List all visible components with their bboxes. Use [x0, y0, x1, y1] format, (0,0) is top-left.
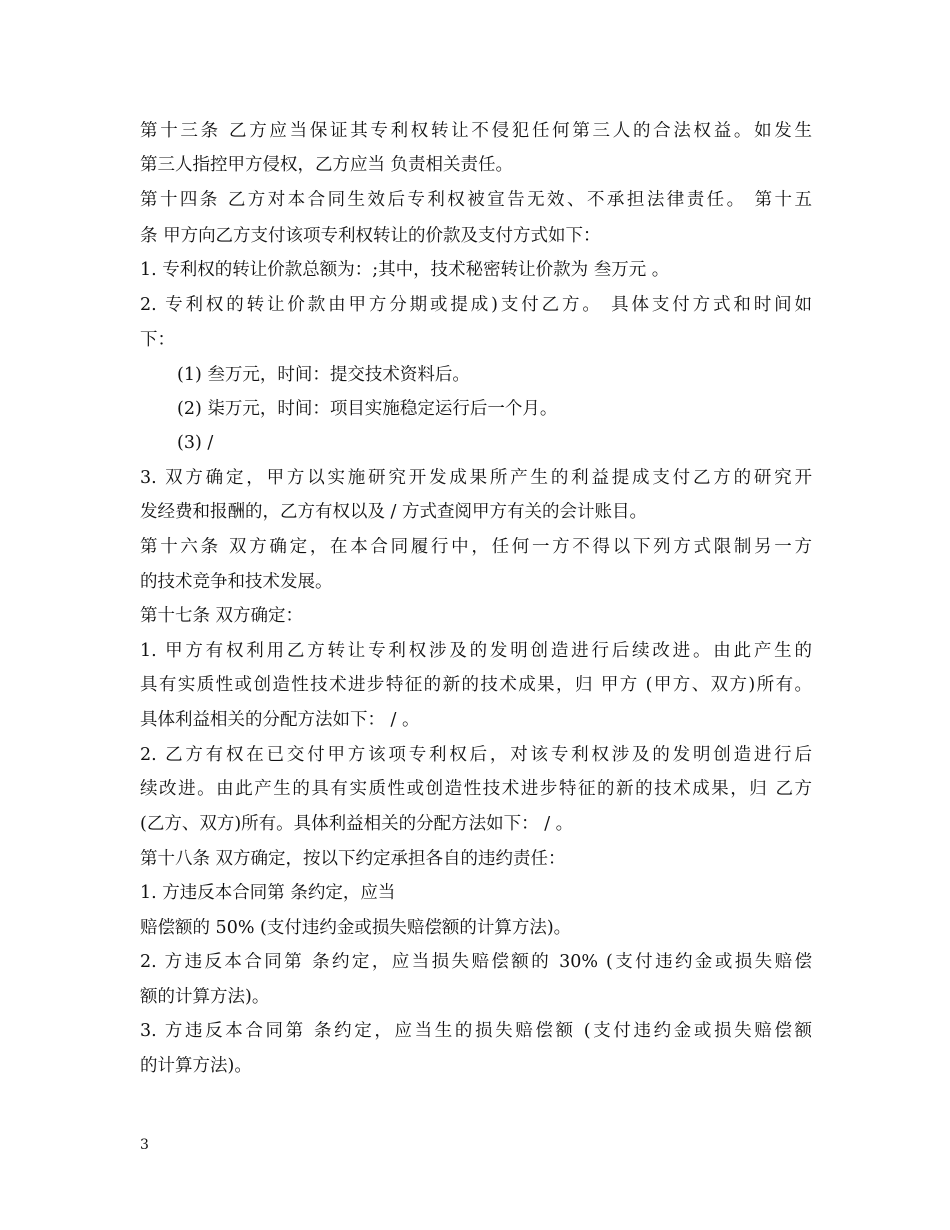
paragraph-line: 第十六条 双方确定，在本合同履行中，任何一方不得以下列方式限制另一方 — [140, 537, 812, 557]
paragraph-line: 具体利益相关的分配方法如下： / 。 — [140, 710, 420, 730]
paragraph-line: 2. 专利权的转让价款由甲方分期或提成)支付乙方。 具体支付方式和时间如 — [140, 295, 812, 315]
paragraph-line: 第十三条 乙方应当保证其专利权转让不侵犯任何第三人的合法权益。如发生 — [140, 121, 812, 141]
page-number: 3 — [140, 1137, 149, 1153]
paragraph-line: 第十八条 双方确定，按以下约定承担各自的违约责任： — [140, 849, 566, 869]
paragraph-line: 2. 方违反本合同第 条约定，应当损失赔偿额的 30% (支付违约金或损失赔偿 — [140, 952, 812, 972]
paragraph-line: 3. 方违反本合同第 条约定，应当生的损失赔偿额 (支付违约金或损失赔偿额 — [140, 1021, 812, 1041]
list-item: (1) 叁万元，时间：提交技术资料后。 — [177, 365, 470, 385]
paragraph-line: 条 甲方向乙方支付该项专利权转让的价款及支付方式如下： — [140, 226, 601, 246]
paragraph-line: 的计算方法)。 — [140, 1056, 252, 1076]
paragraph-line: 赔偿额的 50% (支付违约金或损失赔偿额的计算方法)。 — [140, 918, 572, 938]
paragraph-line: 发经费和报酬的，乙方有权以及 / 方式查阅甲方有关的会计账目。 — [140, 502, 648, 522]
paragraph-line: 1. 专利权的转让价款总额为：;其中，技术秘密转让价款为 叁万元 。 — [140, 260, 670, 280]
list-item: (3) / — [177, 433, 214, 453]
paragraph-line: 1. 方违反本合同第 条约定，应当 — [140, 883, 396, 903]
paragraph-line: 续改进。由此产生的具有实质性或创造性技术进步特征的新的技术成果，归 乙方 — [140, 779, 812, 799]
paragraph-line: 第三人指控甲方侵权，乙方应当 负责相关责任。 — [140, 155, 514, 175]
paragraph-line: 第十四条 乙方对本合同生效后专利权被宣告无效、不承担法律责任。 第十五 — [140, 190, 812, 210]
paragraph-line: 的技术竞争和技术发展。 — [140, 572, 333, 592]
paragraph-line: 具有实质性或创造性技术进步特征的新的技术成果，归 甲方 (甲方、双方)所有。 — [140, 675, 812, 695]
paragraph-line: 2. 乙方有权在已交付甲方该项专利权后，对该专利权涉及的发明创造进行后 — [140, 745, 812, 765]
paragraph-line: (乙方、双方)所有。具体利益相关的分配方法如下： / 。 — [140, 814, 574, 834]
paragraph-line: 1. 甲方有权利用乙方转让专利权涉及的发明创造进行后续改进。由此产生的 — [140, 641, 812, 661]
paragraph-line: 额的计算方法)。 — [140, 987, 270, 1007]
paragraph-line: 下： — [140, 330, 175, 350]
paragraph-line: 3. 双方确定，甲方以实施研究开发成果所产生的利益提成支付乙方的研究开 — [140, 468, 812, 488]
paragraph-line: 第十七条 双方确定： — [140, 606, 304, 626]
list-item: (2) 柒万元，时间：项目实施稳定运行后一个月。 — [177, 399, 558, 419]
